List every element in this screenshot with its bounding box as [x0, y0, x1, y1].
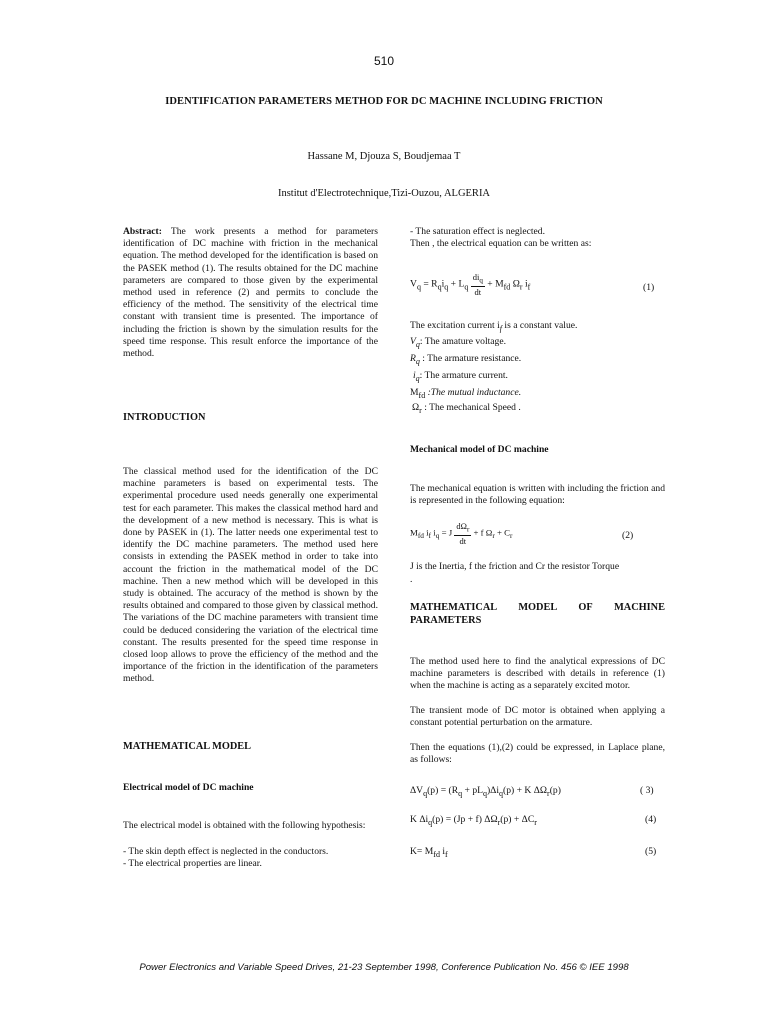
- authors: Hassane M, Djouza S, Boudjemaa T: [307, 151, 461, 162]
- abstract-label: Abstract:: [123, 226, 162, 237]
- definition-iq: $i_q$: The armature current.: [413, 370, 508, 383]
- equation-3-number: ( 3): [640, 785, 654, 796]
- excitation-note: The excitation current $i_f$ is a constant value.: [410, 320, 578, 333]
- definition-mfd: $M_{fd}$ :The mutual inductance.: [410, 387, 522, 400]
- electrical-equation-intro: Then , the electrical equation can be written as:: [410, 238, 592, 249]
- equation-1: $V_q = R_qi_q + L_q$ $\frac{di_q}{dt}$ + $M_{fd}$ $\Omega_r$ $i_f$: [410, 272, 531, 297]
- parameters-heading-line-2: PARAMETERS: [410, 615, 482, 626]
- affiliation: Institut d'Electrotechnique,Tizi-Ouzou, ALGERIA: [277, 188, 491, 199]
- paper-title: IDENTIFICATION PARAMETERS METHOD FOR DC MACHINE INCLUDING FRICTION: [165, 96, 603, 107]
- definition-vq: $V_q$: The amature voltage.: [410, 336, 507, 349]
- mechanical-model-text: The mechanical equation is written with including the friction and is represented in the following equation:: [410, 483, 665, 507]
- equation-3: $\Delta V_q(p) = (R_q + pL_q)\Delta i_q(p) + K$ $\Delta\Omega_r(p)$: [410, 785, 561, 798]
- abstract: [123, 226, 378, 360]
- electrical-model-subheading: Electrical model of DC machine: [123, 782, 254, 793]
- electrical-model-intro: The electrical model is obtained with the following hypothesis:: [123, 820, 366, 831]
- parameters-text: The method used here to find the analytical expressions of DC machine parameters is described with details in reference (1) when the machine is acting as a separately excited motor.: [410, 656, 665, 692]
- introduction-text: The classical method used for the identification of the DC machine parameters is based on experimental tests. The experimental procedure used needs generally one experimental test for each parameter. This makes the classical method hard and the development of a new method is necessary. This is what is done by PASEK in (1). The latter needs one experimental test to identify the DC machine parameters. The method used here consists in extending the PASEK method in order to take into account the friction in the mathematical model of the DC machine. Then a new method which will be developed in this study is obtained. The accuracy of the method is shown by the results obtained and compared to those given by classical method. The variations of the DC machine parameters with transient time could be deduced considering the variation of the electrical time constant. The results presented for the speed time response in closed loop allows to prove the efficiency of the method and the importance of the friction in the identification of the parameters method.: [123, 466, 378, 685]
- equation-5-number: (5): [645, 846, 657, 857]
- equation-1-number: (1): [643, 282, 655, 293]
- mechanical-definitions-dot: .: [410, 574, 413, 585]
- equation-2: $M_{fd}$ $i_f$ $i_q = J$ $\frac{d\Omega_r}{dt}$ + f $\Omega_r + C_r$: [410, 521, 513, 546]
- mechanical-model-subheading: Mechanical model of DC machine: [410, 444, 549, 455]
- equation-5: $K= M_{fd}$ $i_f$: [410, 846, 448, 859]
- equation-4-number: (4): [645, 814, 657, 825]
- math-model-heading: MATHEMATICAL MODEL: [123, 741, 252, 752]
- introduction-heading: INTRODUCTION: [123, 412, 206, 423]
- abstract-text: The work presents a method for parameters identification of DC machine with friction in the mechanical equation. The method developed for the identification is based on the PASEK method (1). The results obtained for the DC machine parameters are compared to those given by the experimental method used in reference (2) and permits to conclude the efficiency of the method. The sensitivity of the electrical time constant with transient time is presented. The importance of including the friction is shown by the simulation results for the speed time response. This result enforce the importance of the method.: [123, 226, 378, 360]
- definition-omega: $\Omega_r$ : The mechanical Speed .: [412, 402, 521, 415]
- conference-footer: Power Electronics and Variable Speed Drives, 21-23 September 1998, Conference Publication No. 456 © IEE 1998: [139, 962, 629, 973]
- equation-2-number: (2): [622, 530, 634, 541]
- parameters-heading-line-1: MATHEMATICAL MODEL OF MACHINE: [410, 602, 665, 613]
- page-number: 510: [373, 54, 395, 68]
- hypothesis-2: - The electrical properties are linear.: [123, 858, 262, 869]
- equation-2-fraction: $\frac{d\Omega_r}{dt}$: [456, 521, 470, 546]
- transient-text: The transient mode of DC motor is obtained when applying a constant potential perturbation on the armature.: [410, 705, 665, 729]
- equation-1-fraction: $\frac{di_q}{dt}$: [472, 272, 483, 297]
- hypothesis-1: - The skin depth effect is neglected in the conductors.: [123, 846, 329, 857]
- laplace-text: Then the equations (1),(2) could be expressed, in Laplace plane, as follows:: [410, 742, 665, 766]
- hypothesis-3: - The saturation effect is neglected.: [410, 226, 545, 237]
- definition-rq: $R_q$ : The armature resistance.: [410, 353, 522, 366]
- equation-4: K $\Delta i_q(p) = (Jp + f) \Delta\Omega_r(p) + \Delta C_r$: [410, 814, 537, 827]
- mechanical-definitions: J is the Inertia, f the friction and Cr the resistor Torque: [410, 561, 620, 572]
